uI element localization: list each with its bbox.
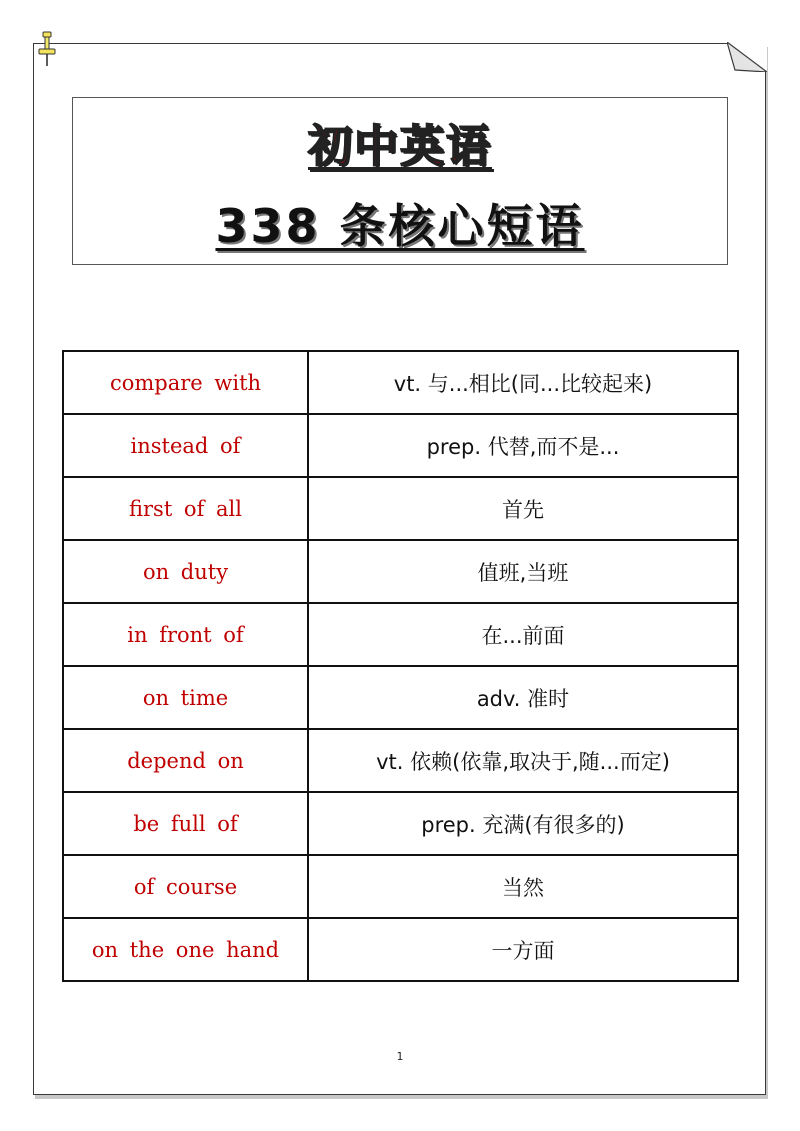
table-row — [63, 918, 738, 981]
table-row — [63, 540, 738, 603]
phrase-meaning: vt. 与...相比(同...比较起来) — [308, 351, 738, 414]
phrase-english: on time — [63, 666, 308, 729]
table-row — [63, 729, 738, 792]
table-row — [63, 351, 738, 414]
table-row — [63, 666, 738, 729]
phrase-english: depend on — [63, 729, 308, 792]
phrase-english: of course — [63, 855, 308, 918]
phrase-english: first of all — [63, 477, 308, 540]
table-row — [63, 414, 738, 477]
phrase-meaning: vt. 依赖(依靠,取决于,随...而定) — [308, 729, 738, 792]
table-row — [63, 477, 738, 540]
phrase-english: instead of — [63, 414, 308, 477]
phrase-meaning: adv. 准时 — [308, 666, 738, 729]
table-row — [63, 855, 738, 918]
title-box — [72, 97, 728, 265]
phrase-english: compare with — [63, 351, 308, 414]
phrase-english: be full of — [63, 792, 308, 855]
phrase-english: on the one hand — [63, 918, 308, 981]
page-number: 1 — [396, 1050, 404, 1063]
phrase-english: in front of — [63, 603, 308, 666]
phrase-english: on duty — [63, 540, 308, 603]
phrase-meaning: 首先 — [308, 477, 738, 540]
phrase-meaning: prep. 充满(有很多的) — [308, 792, 738, 855]
phrase-meaning: 在...前面 — [308, 603, 738, 666]
phrase-table — [62, 350, 739, 982]
phrase-meaning: prep. 代替,而不是... — [308, 414, 738, 477]
phrase-meaning: 值班,当班 — [308, 540, 738, 603]
table-row — [63, 792, 738, 855]
pushpin-icon — [36, 30, 58, 68]
page-curl-icon — [727, 42, 767, 72]
title-main: 初中英语 — [308, 121, 492, 172]
phrase-meaning: 当然 — [308, 855, 738, 918]
table-row — [63, 603, 738, 666]
title-sub: 338 条核心短语 — [215, 199, 585, 253]
phrase-meaning: 一方面 — [308, 918, 738, 981]
